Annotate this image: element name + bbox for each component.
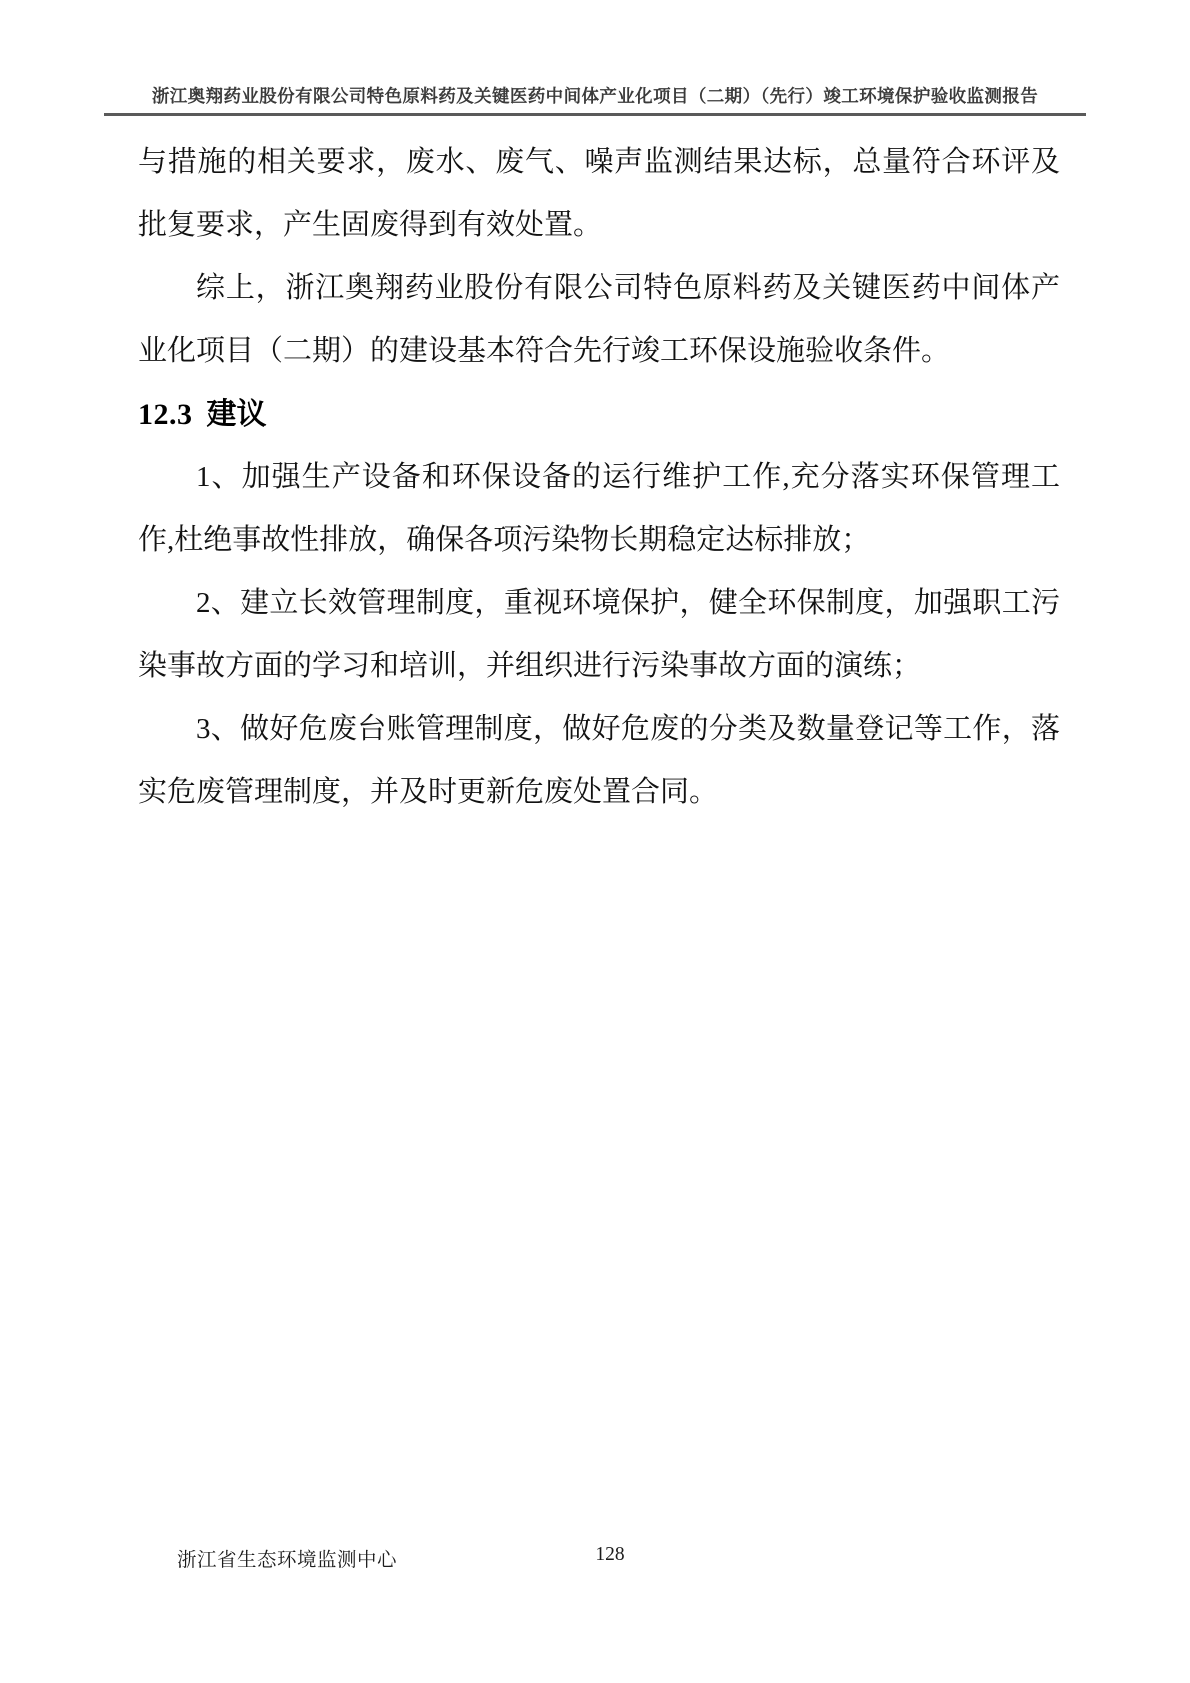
page-header [104,0,1086,116]
section-heading [138,383,1060,446]
section-number: 12.3 [138,398,193,431]
section-title: 建议 [206,398,267,431]
footer-organization: 浙江省生态环境监测中心 [177,1550,398,1571]
footer-page-number: 128 [595,1544,625,1565]
document-body [138,114,1060,824]
paragraph-conclusion-continuation: 与措施的相关要求，废水、废气、噪声监测结果达标，总量符合环评及批复要求，产生固废得到有效处置。 [138,146,1060,241]
suggestion-item-2: 2、建立长效管理制度，重视环境保护，健全环保制度，加强职工污染事故方面的学习和培训，并组织进行污染事故方面的演练； [138,587,1060,682]
paragraph-summary: 综上，浙江奥翔药业股份有限公司特色原料药及关键医药中间体产业化项目（二期）的建设基本符合先行竣工环保设施验收条件。 [138,272,1060,367]
page-footer [0,1544,1190,1576]
suggestion-item-3: 3、做好危废台账管理制度，做好危废的分类及数量登记等工作，落实危废管理制度，并及时更新危废处置合同。 [138,713,1060,808]
suggestion-item-1: 1、加强生产设备和环保设备的运行维护工作,充分落实环保管理工作,杜绝事故性排放，确保各项污染物长期稳定达标排放； [138,461,1060,556]
header-title: 浙江奥翔药业股份有限公司特色原料药及关键医药中间体产业化项目（二期）（先行）竣工环境保护验收监测报告 [151,86,1039,106]
